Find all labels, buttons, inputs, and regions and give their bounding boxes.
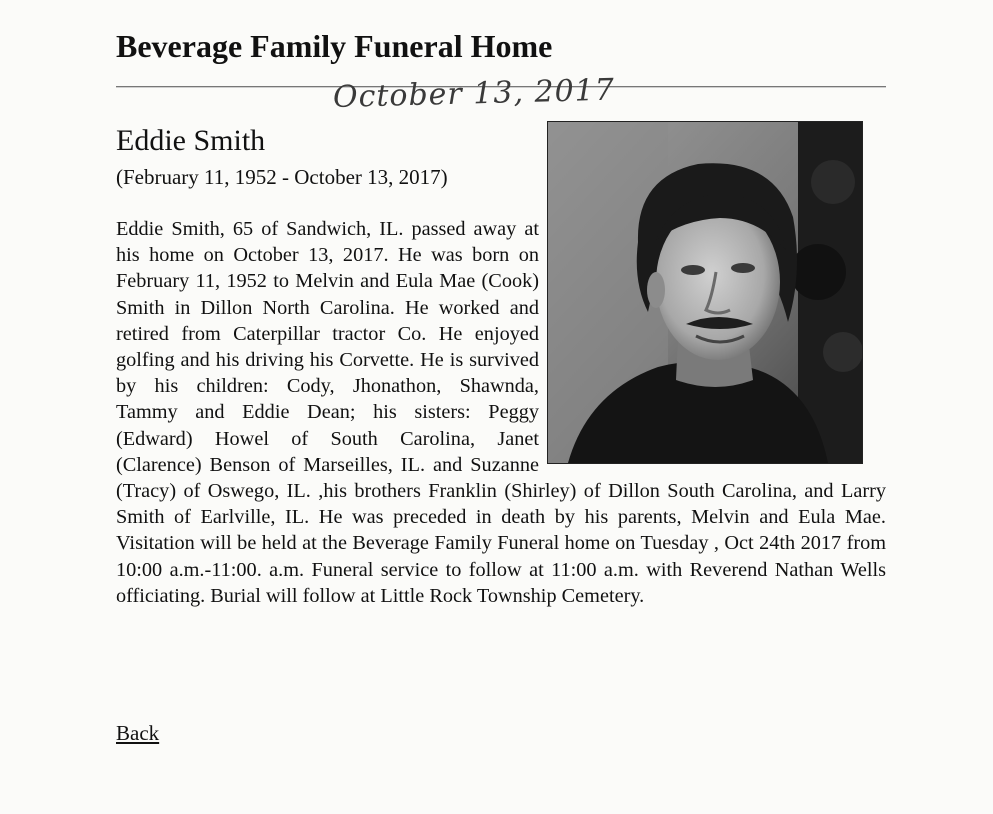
deceased-name: Eddie Smith: [116, 124, 266, 157]
back-link[interactable]: Back: [116, 721, 160, 745]
site-title: Beverage Family Funeral Home: [116, 28, 553, 64]
obituary-text: Eddie Smith, 65 of Sandwich, IL. passed away at his home on October 13, 2017. He was born on February 11, 1952 to Melvin and Eula Mae (Cook) Smith in Dillon North Carolina. He worked and retired from Caterpillar tractor Co. He enjoyed golfing and his driving his Corvette. He is survived by his children: Cody, Jhonathon, Shawnda, Tammy and Eddie Dean; his sisters: Peggy (Edward) Howel of South Carolina, Janet (Clarence) Benson of Marseilles, IL. and Suzanne (Tracy) of Oswego, IL. ,his brothers Franklin (Shirley) of Dillon South Carolina, and Larry Smith of Earlville, IL. He was preceded in death by his parents, Melvin and Eula Mae. Visitation will be held at the Beverage Family Funeral home on Tuesday , Oct 24th 2017 from 10:00 a.m.-11:00. a.m. Funeral service to follow at 11:00 a.m. with Reverend Nathan Wells officiating. Burial will follow at Little Rock Township Cemetery.: [116, 218, 886, 607]
obituary-body: [116, 216, 886, 609]
life-dates: (February 11, 1952 - October 13, 2017): [116, 165, 448, 189]
photo-float-spacer: [539, 216, 886, 474]
handwritten-date: October 13, 2017: [332, 72, 616, 115]
